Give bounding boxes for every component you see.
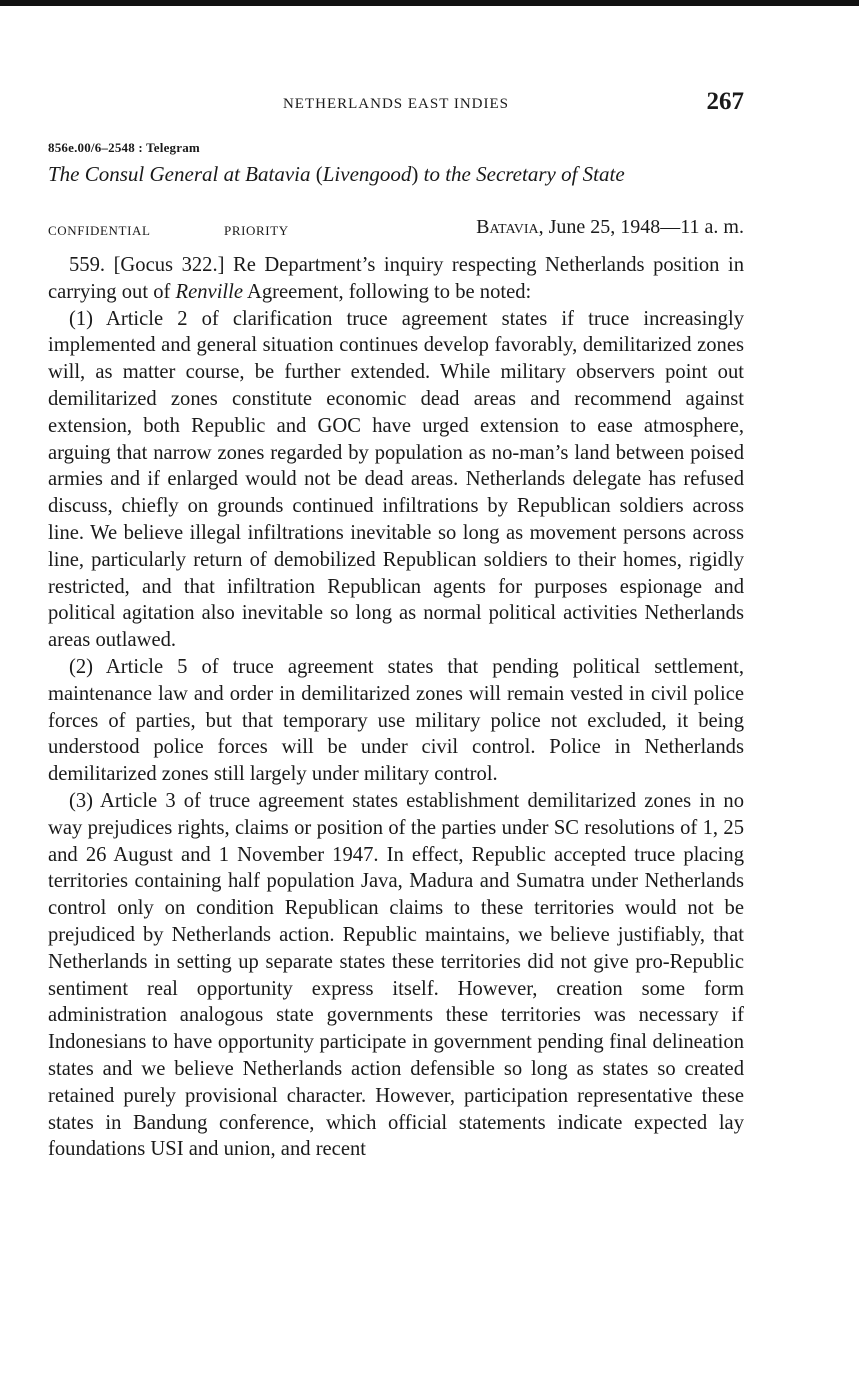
dateline-row <box>48 216 744 244</box>
page-header <box>48 88 744 122</box>
title-tail: to the Secretary of State <box>418 162 625 186</box>
title-paren-close: ) <box>411 162 419 186</box>
dateline-place: Batavia <box>476 216 539 238</box>
title-name: Livengood <box>322 162 412 186</box>
paragraph-article-3: (3) Article 3 of truce agreement states establishment demilitarized zones in no way prejudices rights, claims or position of the parties under SC resolutions of 1, 25 and 26 August and 1 November 1947. In effect, Republic accepted truce placing territories containing half population Java, Madura and Sumatra under Netherlands control only on condition Republican claims to these territories would not be prejudiced by Netherlands action. Republic maintains, we believe justifiably, that Netherlands in setting up separate states these territories did not give pro-Republic sentiment real opportunity express itself. However, creation some form administration analogous state governments these territories was necessary if Indonesians to have opportunity participate in government pending final delineation states and we believe Netherlands action defensible so long as states so created retained purely provisional character. However, participation representative these states in Bandung conference, which official statements indicate expected lay foundations USI and union, and recent <box>48 789 744 1161</box>
telegram-body <box>48 252 744 1163</box>
document-reference: 856e.00/6–2548 : Telegram <box>48 140 200 155</box>
dateline <box>476 216 744 239</box>
renville-agreement-name: Renville <box>175 280 243 303</box>
document-title <box>48 162 748 187</box>
classification-label: CONFIDENTIAL <box>48 223 151 238</box>
paragraph-opening <box>48 252 744 306</box>
paragraph-opening-tail: Agreement, following to be noted: <box>243 280 532 303</box>
paragraph-article-2: (1) Article 2 of clarification truce agreement states if truce increasingly implemented and general situation continues develop favorably, demilitarized zones will, as matter course, be further extended. While military observers point out demilitarized zones constitute economic dead areas and recommend against extension, both Republic and GOC have urged extension to ease atmosphere, arguing that narrow zones regarded by population as no-man’s land between poised armies and if enlarged would not be dead areas. Netherlands delegate has refused discuss, chiefly on grounds continued infiltrations by Republican soldiers across line. We believe illegal infiltrations inevitable so long as movement persons across line, particularly return of demobilized Republican soldiers to their homes, rigidly restricted, and that infiltration Republican agents for purposes espionage and political agitation also inevitable so long as normal political activities Netherlands areas outlawed. <box>48 307 744 652</box>
paragraph-opening-lead: 559. [Gocus 322.] Re Department’s inquiry respecting Netherlands position in carrying out of <box>48 254 744 303</box>
running-head: NETHERLANDS EAST INDIES <box>282 96 510 112</box>
page-number: 267 <box>706 88 744 115</box>
dateline-date: , June 25, 1948—11 a. m. <box>538 216 744 238</box>
priority-label: PRIORITY <box>224 223 289 238</box>
title-paren-open: ( <box>315 162 323 186</box>
title-lead: The Consul General at Batavia <box>48 162 316 186</box>
paragraph-article-5: (2) Article 5 of truce agreement states that pending political settlement, maintenance law and order in demilitarized zones will remain vested in civil police forces of parties, but that temporary use military police not excluded, it being understood police forces will be under civil control. Police in Netherlands demilitarized zones still largely under military control. <box>48 655 744 786</box>
page-top-border <box>0 0 859 6</box>
